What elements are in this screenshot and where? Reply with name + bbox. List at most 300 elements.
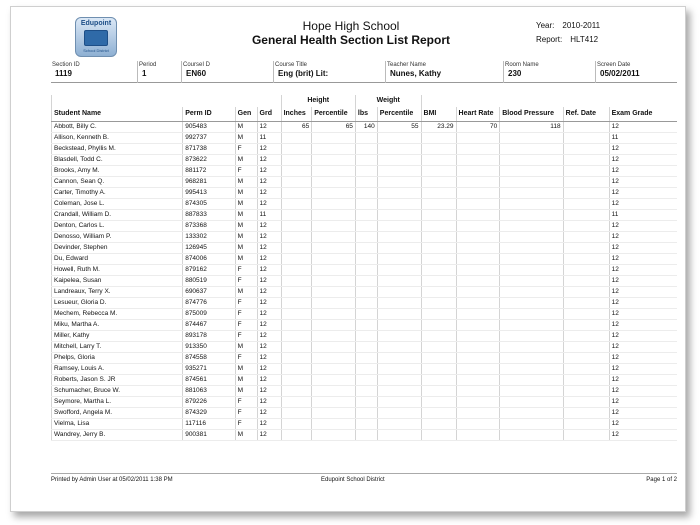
cell-grade: 12 [257,165,281,176]
cell-student-name: Allison, Kenneth B. [52,132,183,143]
cell-grade: 12 [257,385,281,396]
course-title-cell [273,61,385,83]
cell-weight-lbs [355,231,377,242]
col-header-weight-percentile: Percentile [377,107,421,121]
cell-gender: M [235,231,257,242]
table-row [52,198,678,209]
student-roster-table [51,95,677,441]
cell-heart-rate [456,154,500,165]
cell-weight-percentile [377,396,421,407]
cell-blood-pressure [500,286,563,297]
cell-heart-rate [456,297,500,308]
cell-weight-lbs [355,187,377,198]
cell-bmi [421,429,456,440]
cell-weight-percentile [377,176,421,187]
cell-perm-id: 879162 [183,264,235,275]
cell-gender: F [235,143,257,154]
edupoint-logo [75,17,117,57]
cell-weight-percentile [377,154,421,165]
height-group-header: Height [281,95,355,107]
cell-gender: M [235,187,257,198]
table-row [52,396,678,407]
period-value: 1 [142,69,147,78]
cell-bmi [421,374,456,385]
cell-perm-id: 995413 [183,187,235,198]
screen-date-label: Screen Date [597,62,631,68]
cell-exam-grade: 12 [609,220,677,231]
cell-blood-pressure [500,253,563,264]
cell-heart-rate [456,264,500,275]
cell-student-name: Cannon, Sean Q. [52,176,183,187]
cell-height-percentile [312,220,356,231]
cell-student-name: Carter, Timothy A. [52,187,183,198]
book-icon [84,30,108,46]
column-header-row [52,107,678,121]
cell-height-inches [281,176,312,187]
cell-grade: 12 [257,275,281,286]
cell-student-name: Swofford, Angela M. [52,407,183,418]
cell-bmi [421,209,456,220]
cell-height-percentile [312,330,356,341]
cell-height-percentile [312,176,356,187]
cell-perm-id: 875009 [183,308,235,319]
cell-height-percentile [312,275,356,286]
period-label: Period [139,62,157,68]
table-row [52,418,678,429]
cell-exam-grade: 12 [609,286,677,297]
cell-weight-percentile [377,308,421,319]
cell-weight-lbs [355,176,377,187]
cell-heart-rate [456,429,500,440]
cell-bmi [421,242,456,253]
cell-height-inches [281,308,312,319]
cell-blood-pressure [500,374,563,385]
cell-perm-id: 887833 [183,209,235,220]
cell-heart-rate [456,363,500,374]
cell-gender: M [235,121,257,132]
cell-weight-percentile [377,374,421,385]
cell-height-percentile [312,198,356,209]
cell-height-percentile [312,429,356,440]
cell-exam-grade: 12 [609,319,677,330]
cell-grade: 11 [257,132,281,143]
cell-height-percentile [312,154,356,165]
table-row [52,209,678,220]
cell-bmi [421,231,456,242]
cell-weight-percentile [377,143,421,154]
cell-weight-lbs [355,330,377,341]
cell-heart-rate [456,341,500,352]
cell-grade: 11 [257,209,281,220]
cell-student-name: Kaipelea, Susan [52,275,183,286]
table-row [52,231,678,242]
cell-exam-grade: 12 [609,407,677,418]
cell-height-percentile [312,165,356,176]
cell-bmi [421,143,456,154]
cell-gender: F [235,330,257,341]
cell-heart-rate [456,187,500,198]
cell-height-inches [281,429,312,440]
cell-student-name: Coleman, Jose L. [52,198,183,209]
cell-weight-percentile [377,242,421,253]
report-title: General Health Section List Report [251,33,451,47]
table-row [52,275,678,286]
table-row [52,319,678,330]
cell-height-percentile [312,319,356,330]
cell-ref-date [563,341,609,352]
cell-height-percentile [312,352,356,363]
cell-gender: M [235,253,257,264]
col-header-gender: Gen [235,107,257,121]
cell-height-percentile [312,297,356,308]
cell-gender: F [235,407,257,418]
cell-weight-lbs [355,143,377,154]
cell-ref-date [563,231,609,242]
cell-ref-date [563,165,609,176]
cell-blood-pressure [500,132,563,143]
cell-ref-date [563,418,609,429]
cell-ref-date [563,264,609,275]
cell-exam-grade: 12 [609,121,677,132]
cell-height-inches [281,132,312,143]
cell-heart-rate [456,352,500,363]
cell-perm-id: 893178 [183,330,235,341]
cell-bmi [421,264,456,275]
cell-grade: 12 [257,231,281,242]
cell-bmi [421,275,456,286]
cell-height-inches [281,286,312,297]
cell-ref-date [563,429,609,440]
report-value: HLT412 [570,35,599,44]
cell-blood-pressure [500,165,563,176]
cell-blood-pressure [500,319,563,330]
cell-bmi [421,132,456,143]
cell-bmi [421,187,456,198]
cell-grade: 12 [257,220,281,231]
cell-exam-grade: 12 [609,308,677,319]
cell-student-name: Denton, Carlos L. [52,220,183,231]
cell-blood-pressure [500,198,563,209]
cell-gender: M [235,341,257,352]
cell-student-name: Du, Edward [52,253,183,264]
cell-bmi [421,165,456,176]
year-meta [536,21,600,30]
cell-exam-grade: 12 [609,242,677,253]
cell-exam-grade: 12 [609,253,677,264]
cell-height-percentile [312,308,356,319]
cell-weight-percentile [377,385,421,396]
cell-student-name: Vielma, Lisa [52,418,183,429]
cell-bmi [421,352,456,363]
cell-bmi [421,198,456,209]
cell-bmi [421,363,456,374]
cell-gender: F [235,275,257,286]
cell-student-name: Mitchell, Larry T. [52,341,183,352]
cell-exam-grade: 12 [609,352,677,363]
cell-height-inches [281,352,312,363]
cell-exam-grade: 12 [609,385,677,396]
cell-exam-grade: 12 [609,231,677,242]
cell-height-inches [281,275,312,286]
cell-perm-id: 871738 [183,143,235,154]
cell-heart-rate: 70 [456,121,500,132]
cell-weight-lbs [355,407,377,418]
room-cell [503,61,595,83]
cell-perm-id: 881172 [183,165,235,176]
weight-group-header: Weight [355,95,421,107]
cell-weight-lbs [355,286,377,297]
cell-grade: 12 [257,143,281,154]
cell-gender: M [235,385,257,396]
cell-blood-pressure [500,385,563,396]
cell-grade: 12 [257,308,281,319]
cell-height-inches [281,231,312,242]
cell-grade: 12 [257,242,281,253]
cell-weight-percentile [377,220,421,231]
cell-student-name: Wandrey, Jerry B. [52,429,183,440]
cell-heart-rate [456,143,500,154]
cell-gender: M [235,209,257,220]
logo-subtitle: School District [83,48,109,53]
cell-heart-rate [456,374,500,385]
cell-blood-pressure [500,352,563,363]
cell-heart-rate [456,198,500,209]
cell-height-inches [281,341,312,352]
cell-height-inches [281,264,312,275]
cell-height-inches [281,165,312,176]
cell-weight-percentile [377,264,421,275]
cell-weight-lbs: 140 [355,121,377,132]
table-row [52,308,678,319]
course-title-value: Eng (brit) Lit: [278,69,329,78]
cell-student-name: Schumacher, Bruce W. [52,385,183,396]
cell-weight-lbs [355,352,377,363]
cell-gender: M [235,242,257,253]
table-row [52,176,678,187]
cell-height-inches [281,198,312,209]
col-header-exam-grade: Exam Grade [609,107,677,121]
cell-blood-pressure [500,154,563,165]
cell-blood-pressure [500,429,563,440]
cell-heart-rate [456,165,500,176]
cell-height-percentile [312,407,356,418]
col-header-ref-date: Ref. Date [563,107,609,121]
cell-weight-percentile [377,363,421,374]
cell-height-inches [281,253,312,264]
cell-student-name: Beckstead, Phyllis M. [52,143,183,154]
cell-weight-percentile [377,187,421,198]
cell-perm-id: 873368 [183,220,235,231]
cell-weight-percentile [377,165,421,176]
cell-weight-lbs [355,396,377,407]
screen-date-value: 05/02/2011 [600,69,640,78]
cell-weight-percentile [377,275,421,286]
cell-exam-grade: 12 [609,429,677,440]
cell-grade: 12 [257,352,281,363]
cell-gender: M [235,176,257,187]
cell-grade: 12 [257,176,281,187]
table-row [52,154,678,165]
cell-student-name: Crandall, William D. [52,209,183,220]
report-footer [51,473,677,483]
cell-heart-rate [456,407,500,418]
cell-grade: 12 [257,253,281,264]
cell-perm-id: 126945 [183,242,235,253]
printed-by: Printed by Admin User at 05/02/2011 1:38 PM [51,477,173,483]
report-label: Report: [536,35,563,44]
cell-height-percentile [312,363,356,374]
table-row [52,330,678,341]
cell-heart-rate [456,330,500,341]
cell-heart-rate [456,396,500,407]
cell-bmi [421,418,456,429]
cell-ref-date [563,198,609,209]
cell-heart-rate [456,220,500,231]
cell-weight-lbs [355,341,377,352]
cell-weight-percentile [377,297,421,308]
cell-ref-date [563,220,609,231]
cell-student-name: Abbott, Billy C. [52,121,183,132]
cell-heart-rate [456,275,500,286]
table-row [52,132,678,143]
cell-exam-grade: 11 [609,132,677,143]
cell-weight-lbs [355,319,377,330]
cell-height-percentile [312,187,356,198]
cell-gender: M [235,132,257,143]
cell-weight-lbs [355,308,377,319]
cell-height-inches [281,418,312,429]
cell-weight-percentile: 55 [377,121,421,132]
cell-gender: M [235,154,257,165]
table-row [52,165,678,176]
cell-blood-pressure [500,308,563,319]
table-row [52,429,678,440]
cell-bmi [421,341,456,352]
cell-perm-id: 873622 [183,154,235,165]
cell-blood-pressure [500,396,563,407]
cell-grade: 12 [257,407,281,418]
cell-blood-pressure [500,231,563,242]
teacher-cell [385,61,503,83]
cell-gender: F [235,396,257,407]
cell-heart-rate [456,319,500,330]
cell-exam-grade: 12 [609,165,677,176]
cell-height-inches [281,143,312,154]
cell-weight-lbs [355,165,377,176]
cell-exam-grade: 12 [609,374,677,385]
report-page [10,6,686,512]
cell-height-percentile [312,385,356,396]
cell-exam-grade: 12 [609,264,677,275]
cell-ref-date [563,308,609,319]
cell-height-inches [281,374,312,385]
cell-grade: 12 [257,121,281,132]
cell-ref-date [563,154,609,165]
cell-exam-grade: 12 [609,143,677,154]
cell-heart-rate [456,253,500,264]
group-spacer-right [421,95,677,107]
cell-height-percentile [312,253,356,264]
teacher-value: Nunes, Kathy [390,69,442,78]
cell-exam-grade: 12 [609,176,677,187]
cell-height-percentile [312,132,356,143]
cell-weight-percentile [377,286,421,297]
cell-student-name: Miku, Martha A. [52,319,183,330]
cell-gender: F [235,165,257,176]
cell-ref-date [563,132,609,143]
cell-weight-lbs [355,220,377,231]
cell-weight-percentile [377,429,421,440]
cell-blood-pressure [500,330,563,341]
cell-gender: F [235,297,257,308]
cell-perm-id: 968281 [183,176,235,187]
cell-perm-id: 874305 [183,198,235,209]
cell-student-name: Blasdell, Todd C. [52,154,183,165]
cell-ref-date [563,374,609,385]
cell-grade: 12 [257,297,281,308]
cell-height-percentile [312,396,356,407]
cell-blood-pressure [500,275,563,286]
cell-perm-id: 874776 [183,297,235,308]
cell-grade: 12 [257,396,281,407]
cell-bmi [421,286,456,297]
section-id-value: 1119 [55,69,72,78]
cell-weight-percentile [377,319,421,330]
cell-grade: 12 [257,319,281,330]
cell-heart-rate [456,231,500,242]
table-row [52,286,678,297]
cell-weight-lbs [355,242,377,253]
cell-weight-percentile [377,209,421,220]
cell-blood-pressure [500,418,563,429]
cell-weight-percentile [377,341,421,352]
roster-body [52,121,678,440]
cell-grade: 12 [257,341,281,352]
cell-ref-date [563,319,609,330]
cell-perm-id: 874006 [183,253,235,264]
group-header-row [52,95,678,107]
cell-ref-date [563,275,609,286]
cell-ref-date [563,253,609,264]
table-row [52,121,678,132]
cell-gender: F [235,319,257,330]
cell-blood-pressure [500,176,563,187]
cell-blood-pressure [500,143,563,154]
course-id-cell [181,61,273,83]
cell-blood-pressure [500,297,563,308]
table-row [52,297,678,308]
cell-exam-grade: 12 [609,418,677,429]
school-name: Hope High School [302,19,400,33]
cell-blood-pressure [500,220,563,231]
cell-ref-date [563,143,609,154]
cell-ref-date [563,407,609,418]
col-header-grade: Grd [257,107,281,121]
cell-ref-date [563,297,609,308]
cell-gender: M [235,286,257,297]
course-id-value: EN60 [186,69,207,78]
table-row [52,374,678,385]
cell-gender: M [235,374,257,385]
cell-height-percentile [312,209,356,220]
cell-blood-pressure [500,341,563,352]
cell-bmi [421,176,456,187]
table-row [52,385,678,396]
cell-student-name: Brooks, Amy M. [52,165,183,176]
cell-perm-id: 874467 [183,319,235,330]
col-header-heart-rate: Heart Rate [456,107,500,121]
cell-bmi [421,297,456,308]
